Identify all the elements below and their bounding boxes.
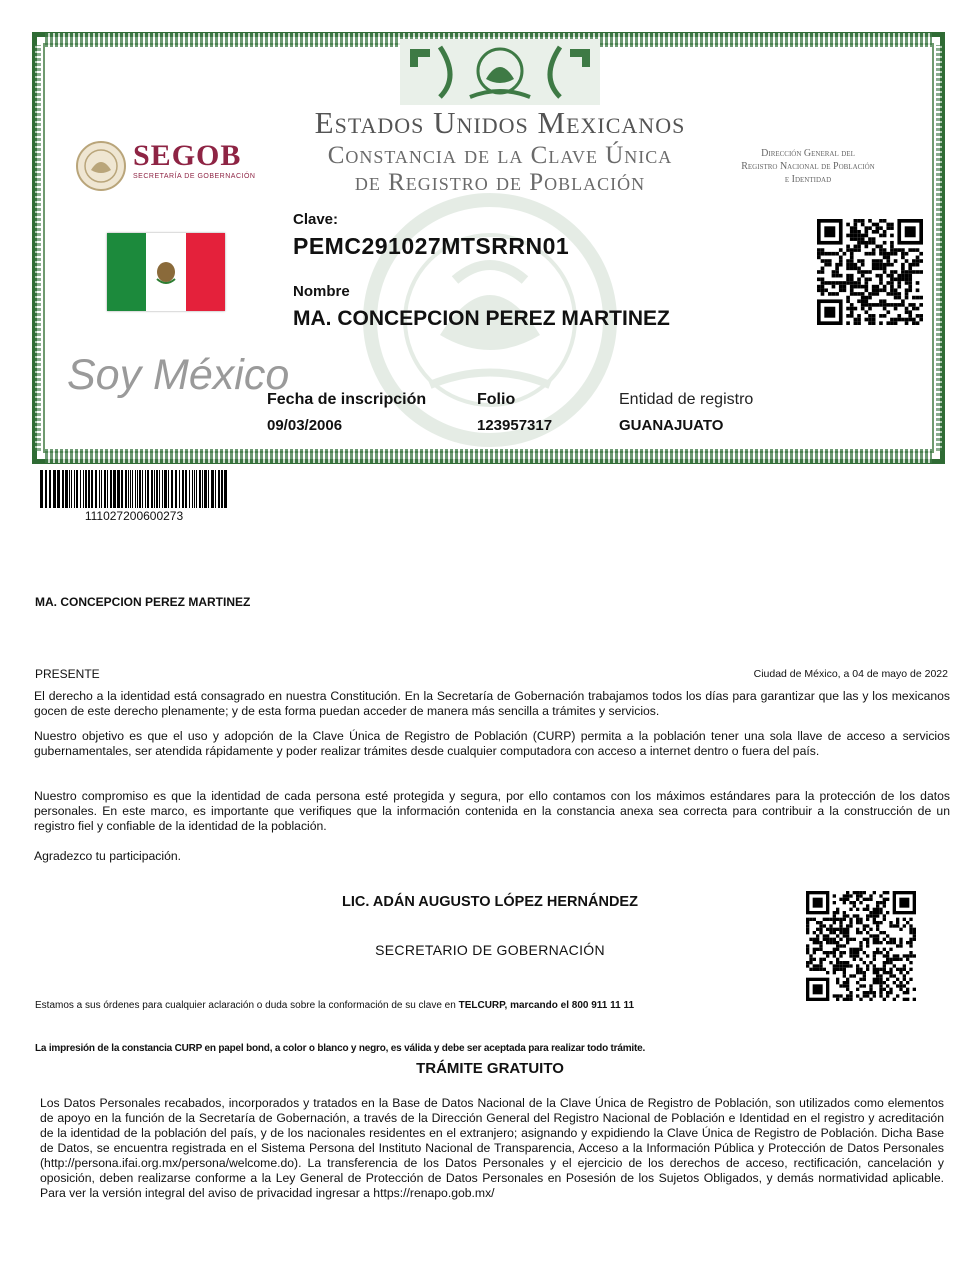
entidad-registro-value: GUANAJUATO (619, 417, 724, 434)
dg-line-1: Dirección General del (761, 148, 855, 159)
dg-line-2: Registro Nacional de Población (741, 161, 875, 172)
nombre-value: MA. CONCEPCION PEREZ MARTINEZ (293, 307, 670, 330)
soy-mexico-brand: Soy México (67, 351, 290, 399)
contact-phone: TELCURP, marcando el 800 911 11 11 (458, 1000, 635, 1011)
qr-code-icon (817, 219, 923, 325)
curp-certificate-card (32, 32, 945, 464)
entidad-registro-label: Entidad de registro (619, 391, 754, 408)
clave-value: PEMC291027MTSRRN01 (293, 233, 570, 259)
print-validity-note: La impresión de la constancia CURP en papel bond, a color o blanco y negro, es válida y debe ser aceptada para realizar todo trámite. (35, 1043, 646, 1054)
flag-red-stripe (186, 233, 225, 311)
flag-eagle-icon (146, 233, 186, 311)
fecha-inscripcion-value: 09/03/2006 (267, 417, 343, 434)
paragraph-4: Agradezco tu participación. (34, 849, 182, 863)
paragraph-2: Nuestro objetivo es que el uso y adopción de la Clave Única de Registro de Población (CURP) permita a la población tener una sola llave de acceso a servicios gubernamentales, ser atendida rápidamente y poder realizar trámites desde cualquier computadora con acceso a internet dentro o fuera del país. (34, 729, 950, 758)
card-inner-border (43, 43, 934, 453)
clave-label: Clave: (293, 211, 339, 228)
flag-white-stripe (146, 233, 186, 311)
flag-green-stripe (107, 233, 146, 311)
country-title: Estados Unidos Mexicanos (314, 105, 686, 140)
direccion-general-text (713, 147, 903, 186)
segob-seal-icon (75, 140, 127, 192)
contact-line (35, 1000, 634, 1011)
folio-value: 123957317 (477, 417, 553, 434)
national-crest-icon (400, 39, 600, 105)
fecha-inscripcion-label: Fecha de inscripción (267, 391, 427, 408)
privacy-notice: Los Datos Personales recabados, incorporados y tratados en la Base de Datos Nacional de la Clave Única de Registro de Población, son utilizados como elementos de apoyo en la función de la Secretaría de Gobernación, a través de la Dirección General del Registro Nacional de Población e Identidad en el registro y acreditación de la identidad de la población del país, y de los nacionales residentes en el extranjero; asignando y expidiendo la Clave Única de Registro de Población. Dicha Base de Datos, se encuentra registrada en el Sistema Persona del Instituto Nacional de Transparencia, Acceso a la Información Pública y Protección de Datos Personales (http://persona.ifai.org.mx/persona/welcome.do). La transferencia de los Datos Personales y el ejercicio de los derechos de acceso, rectificación, cancelación y oposición, deben realizarse conforme a la Ley General de Protección de Datos Personales en Posesión de los Sujetos Obligados, y demás normatividad aplicable. Para ver la versión integral del aviso de privacidad ingresar a https://renapo.gob.mx/ (40, 1096, 944, 1200)
certificate-title-line2: de Registro de Población (354, 169, 646, 196)
left-guilloche-band (35, 45, 41, 451)
certificate-title-line1: Constancia de la Clave Única (327, 142, 673, 169)
barcode-number: 111027200600273 (84, 509, 184, 523)
dg-line-3: e Identidad (784, 174, 832, 185)
nombre-label: Nombre (293, 283, 350, 300)
contact-text: Estamos a sus órdenes para cualquier aclaración o duda sobre la conformación de su clave en (35, 1000, 459, 1011)
signatory-title: SECRETARIO DE GOBERNACIÓN (375, 942, 605, 958)
presente-text: PRESENTE (35, 667, 100, 681)
tramite-gratuito-heading: TRÁMITE GRATUITO (416, 1060, 564, 1077)
addressee-name: MA. CONCEPCION PEREZ MARTINEZ (35, 595, 251, 609)
right-guilloche-band (936, 45, 942, 451)
signature-qr-code-icon (806, 891, 916, 1001)
segob-subtitle: SECRETARÍA DE GOBERNACIÓN (133, 173, 256, 180)
paragraph-3: Nuestro compromiso es que la identidad de cada persona esté protegida y segura, por ello contamos con los máximos estándares para la protección de los datos personales. En este marco, es importante que verifiques que la información contenida en la constancia anexa sea correcta para contribuir a la construcción de un registro fiel y confiable de la identidad de la población. (34, 789, 950, 833)
paragraph-1: El derecho a la identidad está consagrado en nuestra Constitución. En la Secretaría de Gobernación trabajamos todos los días para garantizar que las y los mexicanos gocen de este derecho plenamente; y de esta forma puedan acceder de manera más sencilla a trámites y servicios. (34, 689, 950, 718)
folio-label: Folio (477, 391, 516, 408)
letter-date: Ciudad de México, a 04 de mayo de 2022 (753, 668, 948, 680)
barcode-icon (40, 470, 228, 508)
mexico-flag-icon (107, 233, 225, 311)
signatory-name: LIC. ADÁN AUGUSTO LÓPEZ HERNÁNDEZ (342, 894, 638, 910)
segob-logo-text: SEGOB (133, 139, 242, 172)
